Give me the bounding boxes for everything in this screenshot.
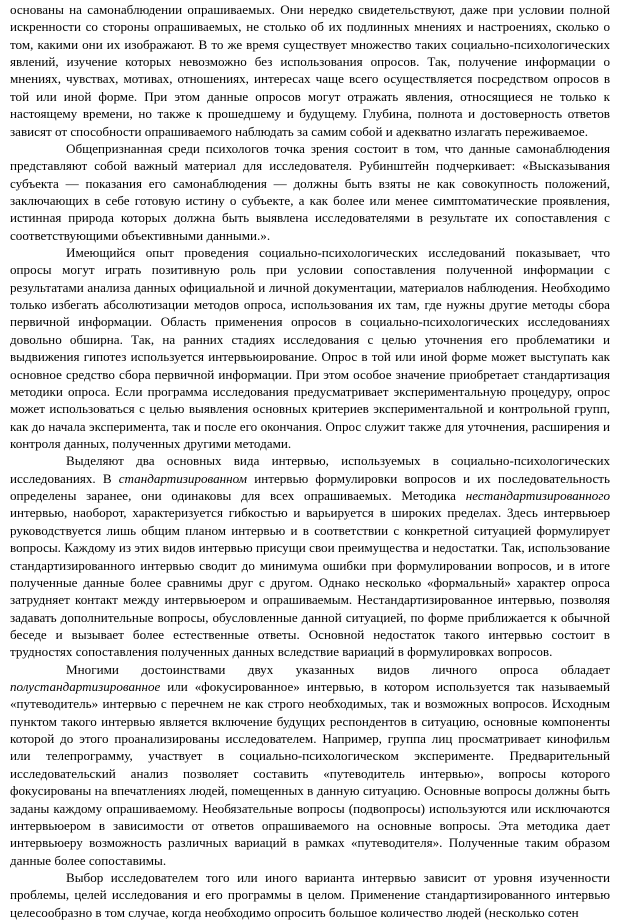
paragraph-6 — [10, 869, 610, 921]
paragraph-5 — [10, 661, 610, 869]
paragraph-1-text: основаны на самонаблюдении опрашиваемых. Они нередко свидетельствуют, даже при условии полной искренности со стороны опрашиваемых, не столько об их подлинных мнениях и настроениях, сколько о том, какими они их изображают. В то же время существует множество таких социально-психологических явлений, изучение которых невозможно без использования опросов. Так, получение информации о мнениях, чувствах, мотивах, отношениях, интересах чаще всего осуществляется посредством опросов в той или иной форме. При этом данные опросов могут отражать явления, относящиеся не только к настоящему времени, но также к прошедшему и будущему. Глубина, полнота и достоверность ответов зависят от способности опрашиваемого наблюдать за самим собой и адекватно излагать переживаемое. — [10, 2, 610, 139]
term-semistandardized: полустандартизированное — [10, 679, 161, 695]
paragraph-4 — [10, 452, 610, 660]
paragraph-6-text: Выбор исследователем того или иного варианта интервью зависит от уровня изученности проблемы, целей исследования и его программы в целом. Применение стандартизированного интервью целесообразно в том случае, когда необходимо опросить большое количество людей (несколько сотен — [10, 869, 610, 920]
paragraph-5-text: или «фокусированное» интервью, в котором используется так называемый «путеводитель» интервью с перечнем не как строго необходимых, так и возможных вопросов. Исходным пунктом такого интервью является включение будущих респондентов в ситуацию, основные компоненты которой до этого проанализированы исследователем. Например, группа лиц просматривает кинофильм или телепрограмму, участвует в социально-психологическом эксперименте. Предварительный исследовательский анализ позволяет составить «путеводитель интервью», вопросы которого фокусированы на впечатлениях людей, помещенных в данную ситуацию. Основные вопросы должны быть заданы каждому опрашиваемому. Необязательные вопросы (подвопросы) используются или исключаются интервьюером в зависимости от ответов опрашиваемого на основные вопросы. Эта методика дает интервьюеру возможность различных вариаций в рамках «путеводителя». Полученные таким образом данные более сопоставимы. — [10, 679, 610, 868]
paragraph-2-text: Общепризнанная среди психологов точка зрения состоит в том, что данные самонаблюдения представляют собой важный материал для исследователя. Рубинштейн подчеркивает: «Высказывания субъекта — показания его самонаблюдения — должны быть взяты не как совокупность положений, заключающих в себе готовую истину о субъекте, а как более или менее симптоматические проявления, истинная природа которых должна быть выявлена исследователями в результате их сопоставления с соответствующими объективными данными.». — [10, 140, 610, 243]
paragraph-3-text: Имеющийся опыт проведения социально-психологических исследований показывает, что опросы могут играть позитивную роль при условии сопоставления полученной информации с результатами анализа данных официальной и личной документации, материалов наблюдения. Необходимо только избегать абсолютизации методов опроса, использования их там, где нужны другие методы сбора первичной информации. Область применения опросов в социально-психологических исследованиях довольно обширна. Так, на ранних стадиях исследования с целью уточнения его проблематики и выдвижения гипотез используется интервьюирование. Опрос в той или иной форме может выступать как основное средство сбора первичной информации. При этом особое значение приобретает стандартизация методики опроса. Если программа исследования предусматривает экспериментальную процедуру, опрос может использоваться с целью выявления основных критериев экспериментальной и контрольной групп, как до начала эксперимента, так и после его окончания. Опрос служит также для уточнения, расширения и контроля данных, полученных другими методами. — [10, 245, 610, 451]
paragraph-4-text: Выделяют два основных вида интервью, используемых в социально-психологических исследованиях. В — [10, 453, 610, 486]
paragraph-5-text: Многими достоинствами двух указанных видов личного опроса обладает — [66, 661, 610, 677]
paragraph-4-text: интервью формулировки вопросов и их последовательность определены заранее, они одинаковы для всех опрашиваемых. Методика — [10, 470, 610, 504]
paragraph-3 — [10, 244, 610, 452]
term-nonstandardized: нестандартизированного — [465, 488, 610, 504]
paragraph-2 — [10, 140, 610, 244]
paragraph-1 — [10, 1, 610, 140]
paragraph-4-text: интервью, наоборот, характеризуется гибкостью и варьируется в широких пределах. Здесь интервьюер руководствуется лишь общим планом интервью и в соответствии с конкретной ситуацией формулирует вопросы. Каждому из этих видов интервью присущи свои преимущества и недостатки. Так, использование стандартизированного интервью сводит до минимума ошибки при формулировании вопросов, и в итоге полученные данные более сравнимы друг с другом. Однако несколько «формальный» характер опроса затрудняет контакт между интервьюером и опрашиваемым. Нестандартизированное интервью, позволяя задавать дополнительные вопросы, обусловленные данной ситуацией, по форме приближается к обычной беседе и вызывает более естественные ответы. Основной недостаток такого интервью состоит в трудностях сопоставления полученных данных вследствие вариаций в формулировках вопросов. — [10, 505, 610, 660]
term-standardized: стандартизированном — [118, 470, 248, 486]
